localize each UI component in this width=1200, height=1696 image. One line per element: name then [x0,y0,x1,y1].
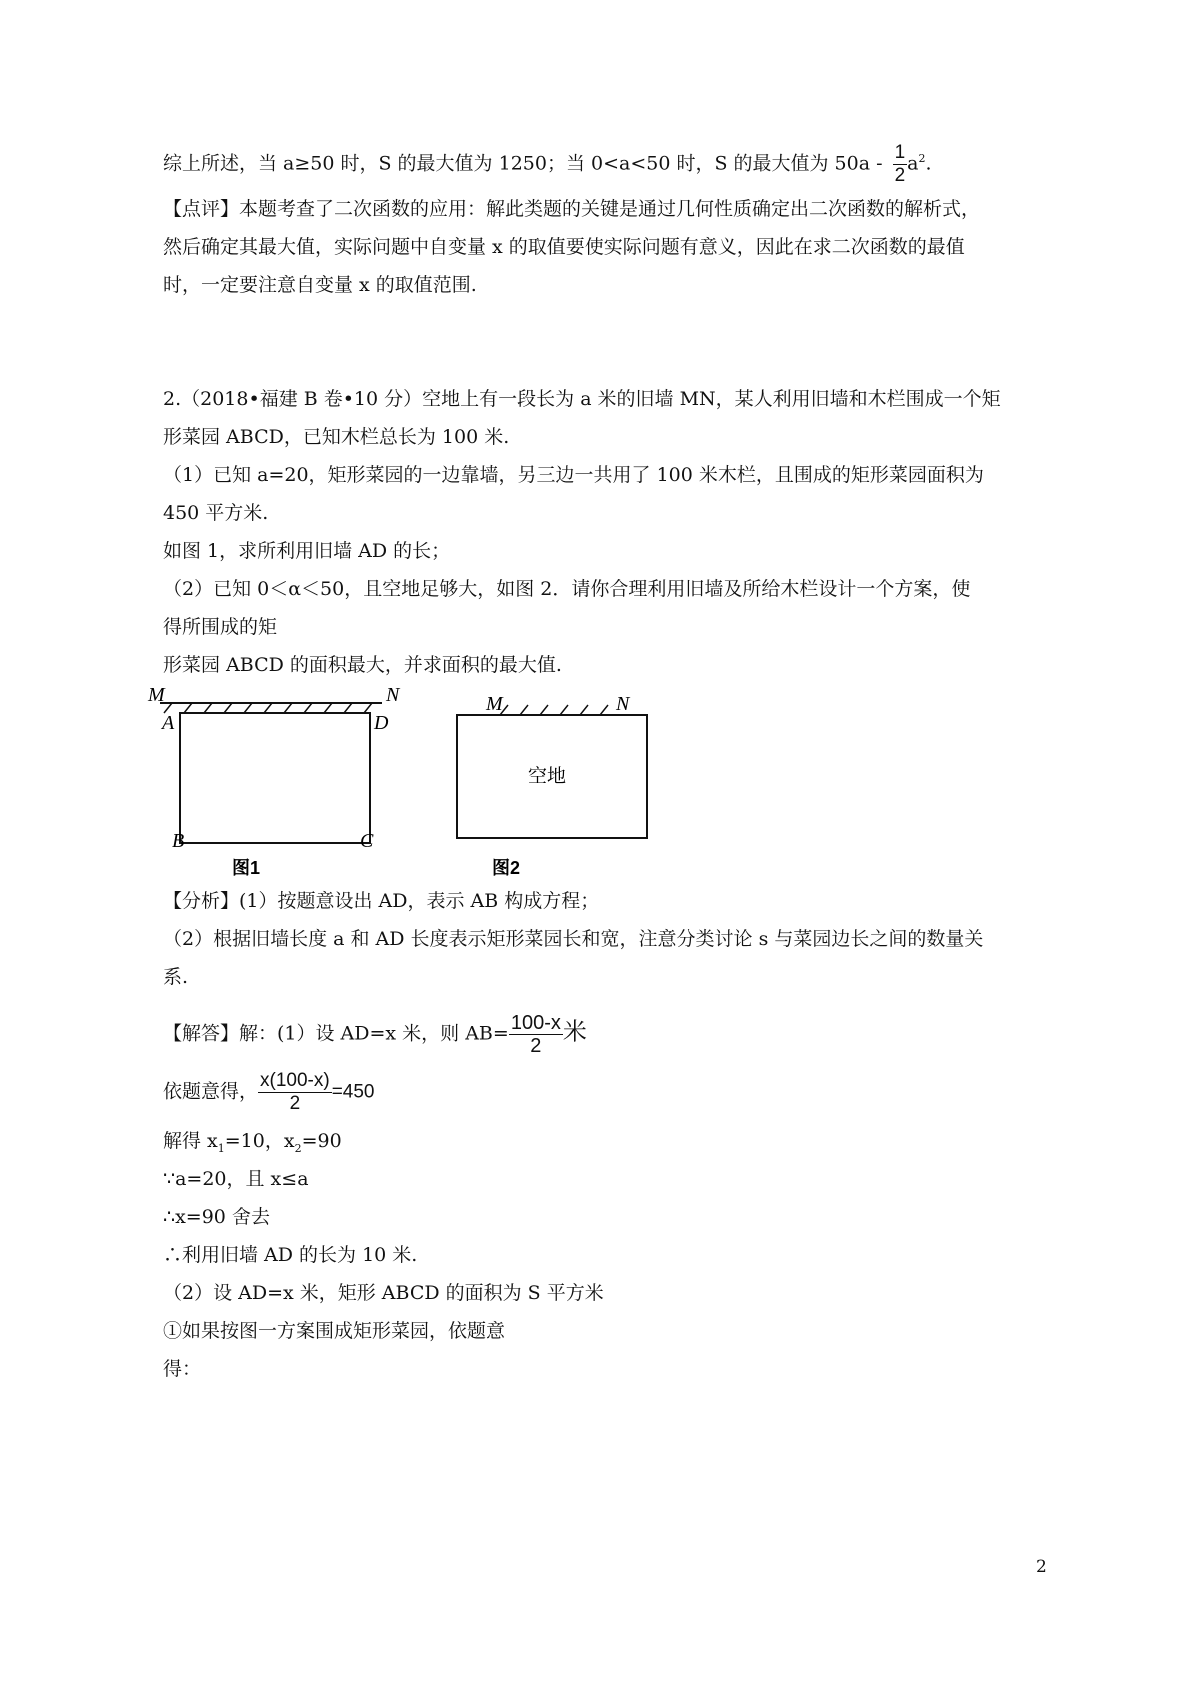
because-line: ∵a=20，且 x≤a [163,1168,309,1190]
problem-line-1: 2.（2018•福建 B 卷•10 分）空地上有一段长为 a 米的旧墙 MN，某人利用旧墙和木栏围成一个矩 [163,388,1001,410]
equation-prefix: 依题意得， [163,1080,259,1103]
root1-value: =10，x [224,1130,295,1152]
fig2-label-n: N [616,693,630,715]
therefore-line-2: ∴利用旧墙 AD 的长为 10 米. [163,1244,418,1266]
summary-text: 综上所述，当 a≥50 时，S 的最大值为 1250；当 0<a<50 时，S 的最大值为 50a - [163,152,883,175]
problem-part1-line-1: （1）已知 a=20，矩形菜园的一边靠墙，另三边一共用了 100 米木栏，且围成的矩形菜园面积为 [163,464,984,486]
roots-prefix: 解得 x [163,1130,218,1152]
ab-fraction [509,1012,563,1057]
problem-part2-line-3: 形菜园 ABCD 的面积最大，并求面积的最大值. [163,654,562,676]
ab-unit: 米 [562,1017,587,1046]
figures [150,685,710,885]
summary-frac-num: 1 [894,142,906,163]
root2-value: =90 [301,1130,342,1152]
wall-hatch-1 [164,703,372,713]
ab-frac-num: 100-x [510,1012,561,1034]
fig1-label-b: B [172,830,185,852]
analysis-line-1: 【分析】(1）按题意设出 AD，表示 AB 构成方程； [163,890,600,912]
fig2-center-label: 空地 [528,766,567,787]
rectangle-abcd [180,713,370,843]
eq-frac-num: x(100-x) [260,1070,330,1091]
analysis-line-3: 系. [163,966,189,988]
problem-line-2: 形菜园 ABCD，已知木栏总长为 100 米. [163,426,510,448]
summary-frac-den: 2 [894,165,906,186]
problem-part2-line-2: 得所围成的矩 [163,616,278,638]
solution-intro-line [163,1012,587,1057]
fig1-caption: 图1 [232,858,261,878]
case1-line-2: 得： [163,1358,202,1380]
root1-sub: 1 [217,1141,225,1155]
problem-part1-line-2: 450 平方米. [163,502,269,524]
therefore-line-1: ∴x=90 舍去 [163,1206,270,1228]
wall-hatch-2 [500,705,608,715]
ab-frac-den: 2 [530,1035,542,1057]
figure-2 [457,693,647,878]
roots-line [163,1128,342,1162]
fig1-label-m: M [148,684,165,706]
fig2-label-m: M [486,693,503,715]
summary-line [163,142,932,187]
problem-part1-line-3: 如图 1，求所利用旧墙 AD 的长； [163,540,451,562]
equation-line [163,1070,375,1115]
comment-line-1: 【点评】本题考查了二次函数的应用：解此类题的关键是通过几何性质确定出二次函数的解析式， [163,198,981,220]
summary-exp: 2 [918,152,926,166]
analysis-line-2: （2）根据旧墙长度 a 和 AD 长度表示矩形菜园长和宽，注意分类讨论 s 与菜园边长之间的数量关 [163,928,984,950]
summary-var: a [907,152,919,175]
fig1-label-a: A [162,712,175,734]
equation-rhs: =450 [331,1081,375,1103]
root2-sub: 2 [294,1141,302,1155]
summary-end: . [925,152,932,175]
problem-part2-line-1: （2）已知 0＜α＜50，且空地足够大，如图 2．请你合理利用旧墙及所给木栏设计一个方案，使 [163,578,971,600]
comment-line-3: 时，一定要注意自变量 x 的取值范围. [163,274,477,296]
eq-frac-den: 2 [289,1093,301,1114]
figure-1 [147,684,401,878]
part2-line: （2）设 AD=x 米，矩形 ABCD 的面积为 S 平方米 [163,1282,604,1304]
solution-intro: 【解答】解：(1）设 AD=x 米，则 AB= [163,1022,509,1045]
fig1-label-c: C [360,830,374,852]
case1-line-1: ①如果按图一方案围成矩形菜园，依题意 [163,1320,506,1342]
equation-fraction [258,1070,332,1115]
page-number: 2 [1036,1557,1047,1577]
fig2-caption: 图2 [492,858,521,878]
fig1-label-d: D [374,712,389,734]
fig1-label-n: N [386,684,400,706]
summary-fraction [893,142,908,187]
comment-line-2: 然后确定其最大值，实际问题中自变量 x 的取值要使实际问题有意义，因此在求二次函数的最值 [163,236,965,258]
